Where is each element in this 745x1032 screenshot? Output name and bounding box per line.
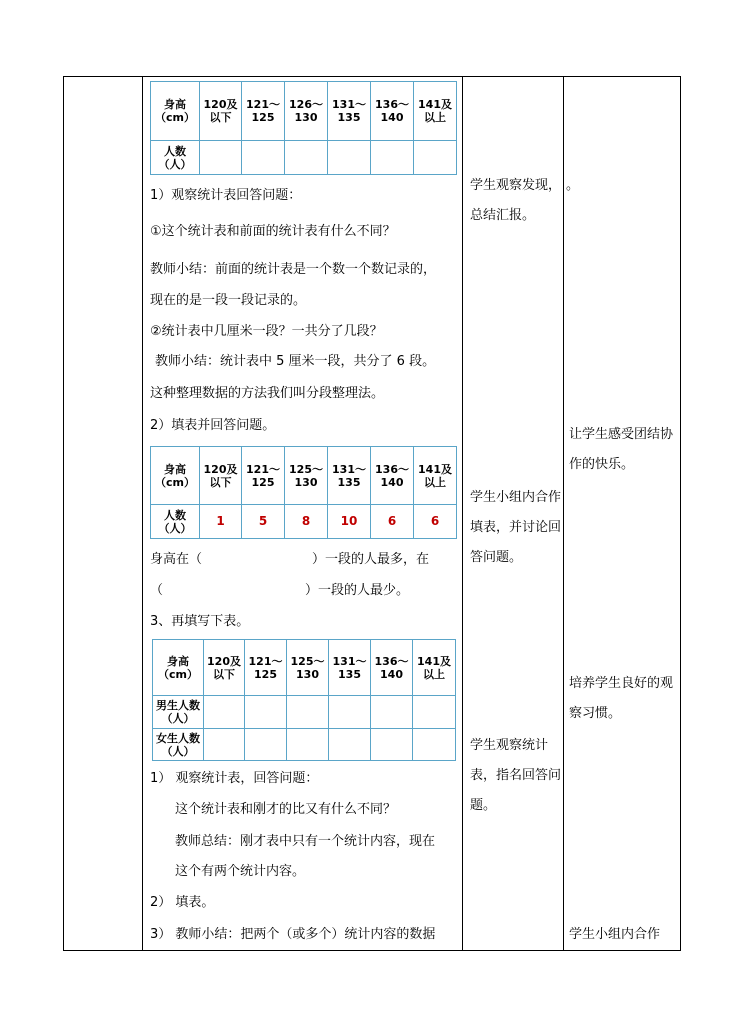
count-cell [413,696,456,729]
count-cell [285,141,328,175]
header-range: 141及以上 [414,447,457,505]
count-cell [242,141,285,175]
header-range: 136～140 [371,640,413,696]
row-label-count: 人数（人） [151,141,200,175]
question-3-3: 3） 教师小结：把两个（或多个）统计内容的数据 [150,927,436,942]
count-cell [200,141,242,175]
row-label-count: 人数（人） [151,505,200,539]
fill-blank-1a: 身高在（ [150,552,203,567]
count-cell [287,696,329,729]
fill-blank-2a: （ [150,583,164,598]
header-range: 120及以下 [204,640,245,696]
table-left-border [63,76,64,951]
count-cell [204,696,245,729]
count-cell [371,696,413,729]
count-cell [287,729,329,761]
column-divider-1 [142,76,143,951]
height-stats-table-3 [152,639,456,761]
header-range: 131～135 [328,447,371,505]
fill-blank-1b: ）一段的人最多，在 [312,552,430,567]
row-label-girls: 女生人数（人） [153,729,204,761]
count-cell: 6 [371,505,414,539]
count-cell [371,141,414,175]
student-activity-3: 学生观察统计表，指名回答问题。 [470,738,562,813]
teacher-summary-1b: 现在的是一段一段记录的。 [150,293,307,308]
method-note: 这种整理数据的方法我们叫分段整理法。 [150,386,385,401]
header-range: 121～125 [242,447,285,505]
table-top-border [63,76,681,77]
question-1-2: ②统计表中几厘米一段？一共分了几段？ [150,324,383,339]
header-height-cm: 身高（cm） [151,447,200,505]
count-cell: 6 [414,505,457,539]
design-intent-3: 学生小组内合作 [569,927,661,942]
count-cell: 8 [285,505,328,539]
count-cell: 1 [200,505,242,539]
question-3-1a: 这个统计表和刚才的比又有什么不同？ [175,802,397,817]
design-intent-2: 培养学生良好的观察习惯。 [569,676,674,721]
header-range: 125～130 [287,640,329,696]
row-label-boys: 男生人数（人） [153,696,204,729]
header-range: 126～130 [285,82,328,141]
header-range: 120及以下 [200,82,242,141]
question-1-title: 1）观察统计表回答问题： [150,188,302,203]
header-range: 121～125 [242,82,285,141]
teacher-summary-3b: 这个有两个统计内容。 [175,864,306,879]
question-1-1: ①这个统计表和前面的统计表有什么不同？ [150,224,396,239]
header-height-cm: 身高（cm） [153,640,204,696]
count-cell: 10 [328,505,371,539]
header-range: 141及以上 [413,640,456,696]
intent-dot: 。 [566,178,580,193]
teacher-summary-1a: 教师小结：前面的统计表是一个数一个数记录的， [150,262,437,277]
student-activity-1: 学生观察发现，总结汇报。 [470,178,562,223]
question-3-2: 2） 填表。 [150,895,215,910]
height-stats-table-1 [150,81,457,175]
header-range: 121～125 [245,640,287,696]
count-cell [329,696,371,729]
count-cell: 5 [242,505,285,539]
count-cell [328,141,371,175]
design-intent-1: 让学生感受团结协作的快乐。 [569,427,674,472]
question-3-title: 3、再填写下表。 [150,614,250,629]
header-range: 131～135 [328,82,371,141]
student-activity-2: 学生小组内合作填表，并讨论回答问题。 [470,490,562,565]
count-cell [329,729,371,761]
teacher-summary-3a: 教师总结：刚才表中只有一个统计内容，现在 [175,834,436,849]
table-bottom-border [63,950,681,951]
header-height-cm: 身高（cm） [151,82,200,141]
header-range: 136～140 [371,447,414,505]
header-range: 120及以下 [200,447,242,505]
question-3-1: 1） 观察统计表，回答问题： [150,771,319,786]
header-range: 131～135 [329,640,371,696]
count-cell [204,729,245,761]
height-stats-table-2 [150,446,457,539]
count-cell [371,729,413,761]
column-divider-2 [462,76,463,951]
header-range: 136～140 [371,82,414,141]
question-2-title: 2）填表并回答问题。 [150,418,276,433]
count-cell [245,729,287,761]
table-right-border [680,76,681,951]
header-range: 125～130 [285,447,328,505]
count-cell [245,696,287,729]
count-cell [413,729,456,761]
header-range: 141及以上 [414,82,457,141]
fill-blank-2b: ）一段的人最少。 [305,583,410,598]
teacher-summary-2: 教师小结：统计表中 5 厘米一段，共分了 6 段。 [155,354,436,369]
count-cell [414,141,457,175]
